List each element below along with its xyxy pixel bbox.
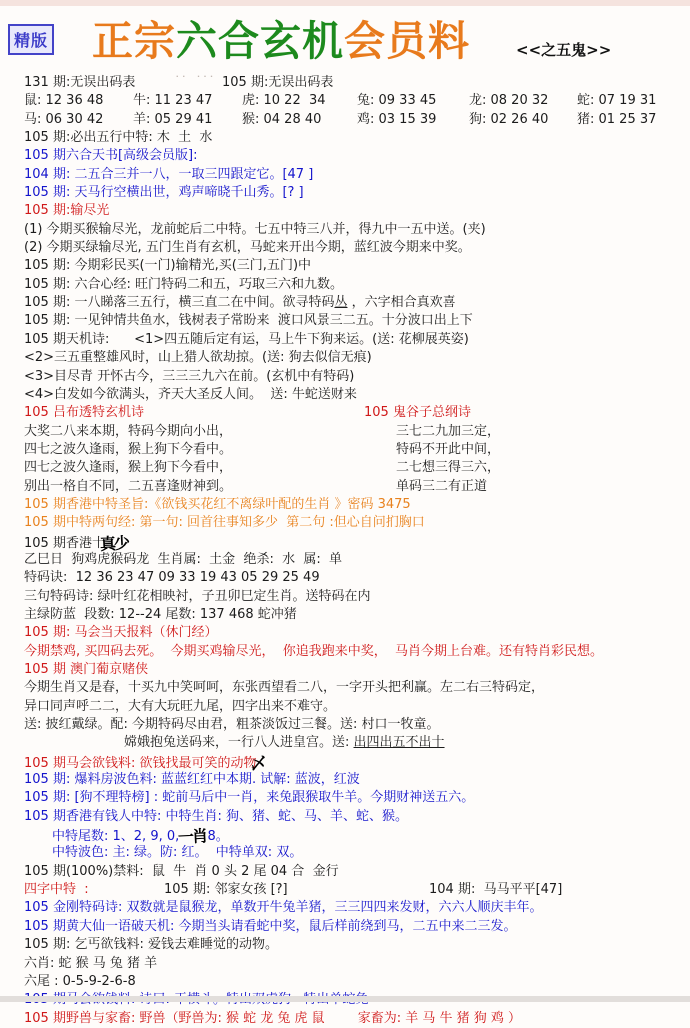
text-line (24, 679, 690, 697)
text-segment: 105 期: 天马行空横出世，鸡声啼晓千山秀。[? ] (24, 185, 304, 201)
text-segment: 105 期黄大仙一语破天机: 今期当头请看蛇中奖，鼠后样前绕到马，二五中来二三发。 (24, 918, 517, 934)
text-segment: 四七之波久逢雨，猴上狗下今看中， (24, 460, 233, 476)
text-line (24, 404, 690, 422)
text-line (24, 551, 690, 569)
text-segment: 鼠: 12 36 48 (24, 93, 104, 109)
text-line (24, 239, 690, 257)
text-segment: 105 期野兽与家畜: 野兽（野兽为: 猴 蛇 龙 兔 虎 鼠 家畜为: 羊 马 牛 猪 狗 鸡 ） (24, 1010, 521, 1026)
text-segment: 猴: 04 28 40 (242, 111, 322, 127)
text-segment: 异口同声呼二二，大有大玩旺九尾，四字出来不难守。 (24, 698, 337, 714)
text-segment: 105 期香港有钱人中特: 中特生肖: 狗、猪、蛇、马、羊、蛇、猴。 (24, 808, 408, 824)
text-segment: 105 期: 今期彩民买(一门)输精光,买(三门,五门)中 (24, 258, 312, 274)
text-line (24, 734, 690, 752)
text-line (24, 532, 690, 554)
text-segment: 别出一格自不同，二五喜逢财神到。 (24, 478, 233, 494)
text-line (24, 368, 690, 386)
text-segment: 105 期 澳门葡京赌侠 (24, 662, 149, 677)
text-line (24, 881, 690, 899)
text-segment: 狗: 02 26 40 (469, 111, 549, 127)
text-segment: <4>白发如今欲满头，齐天大圣反人间。 送: 牛蛇送财来 (24, 386, 357, 402)
text-line (24, 826, 690, 847)
text-line (24, 423, 690, 441)
text-line (24, 753, 690, 774)
text-segment: 105 期: 乞丐欲钱料: 爱钱去难睡觉的动物。 (24, 937, 278, 953)
text-segment: 牛: 11 23 47 (133, 93, 213, 109)
text-line (24, 496, 690, 514)
text-segment: 105 期: 一见钟情共鱼水，钱树表子常盼来 渡口风景三二五。十分波口出上下 (24, 313, 473, 329)
text-segment: 105 期: 邻家女孩 [?] (164, 882, 288, 898)
text-line (24, 184, 690, 202)
text-line (24, 808, 690, 826)
text-segment: 今期禁鸡, 买四码去死。 今期买鸡输尽光， 你追我跑来中奖， 马肖今期上台难。还有特肖彩民想。 (24, 643, 604, 659)
text-segment: 虎: 10 22 34 (242, 93, 326, 109)
text-line (24, 294, 690, 312)
text-segment: 105 期: 六合心经: 旺门特码二和五，巧取三六和九数。 (24, 276, 343, 292)
text-segment: 今期生肖又是春，十买九中笑呵呵，东张西望看二八，一字开头把利赢。左二右三特码定， (24, 680, 545, 696)
title-part-2: 六合玄机 (176, 17, 344, 65)
text-line (24, 349, 690, 367)
text-line (24, 331, 690, 349)
text-line (24, 844, 690, 862)
text-segment: 105 期: [狗不理特榜] : 蛇前马后中一肖，来兔跟猴取牛羊。今期财神送五六。 (24, 790, 475, 806)
text-segment: 丛 (334, 295, 348, 311)
text-segment: 猪: 01 25 37 (577, 111, 657, 127)
text-segment: 嫦娥抱兔送码来，一行八人进皇宫。送: (124, 735, 354, 751)
header (0, 6, 690, 72)
text-line (24, 1010, 690, 1028)
edition-badge: 精版 (8, 24, 54, 55)
text-line (24, 588, 690, 606)
text-line (24, 459, 690, 477)
text-segment: 大奖二八来本期，特码今期向小出， (24, 423, 233, 439)
text-segment: 三七二九加三定， (396, 423, 501, 439)
handwritten-mark: 真少 (99, 532, 129, 554)
issue-subtitle: <<之五鬼>> (516, 41, 612, 59)
text-segment: 中特尾数: 1、2, 9, 0, (52, 829, 184, 845)
text-segment: 特码不开此中间， (396, 441, 501, 457)
text-line (24, 955, 690, 973)
text-line (24, 661, 690, 679)
text-line (24, 92, 690, 110)
text-segment: 羊: 05 29 41 (133, 111, 213, 127)
text-line (24, 74, 690, 92)
text-segment: 105 金刚特码诗: 双数就是鼠猴龙，单数开牛兔羊猪，三三四四来发财，六六人顺庆丰年。 (24, 900, 543, 916)
text-line (24, 698, 690, 716)
text-segment: 105 期(100%)禁料: 鼠 牛 肖 0 头 2 尾 04 合 金行 (24, 863, 339, 879)
text-line (24, 936, 690, 954)
text-segment: 104 期: 二五合三并一八，一取三四跟定它。[47 ] (24, 166, 314, 182)
text-segment: 出四出五不出十 (353, 735, 445, 751)
text-segment: 8。 (203, 829, 229, 845)
text-segment: 乙巳日 狗鸡虎猴码龙 生肖属: 土金 绝杀: 水 属: 单 (24, 551, 342, 567)
text-segment: 105 期: 爆料房波色料: 蓝蓝红红中本期. 试解: 蓝波，红波 (24, 772, 360, 788)
handwritten-mark: 乄 (250, 753, 266, 774)
text-segment: (1) 今期买猴输尽光，龙前蛇后二中特。七五中特三八并，得九中一五中送。(夹) (24, 221, 486, 237)
title-part-3: 会员料 (344, 17, 470, 65)
text-line (24, 918, 690, 936)
text-segment: ˙˙ ˙˙˙ (174, 75, 215, 90)
text-segment: 105 期天机诗: <1>四五随后定有运，马上牛下狗来运。(送: 花柳展英姿) (24, 331, 469, 347)
text-segment: 105 期: 马会当天报料（休门经） (24, 625, 218, 641)
text-line (24, 312, 690, 330)
text-line (24, 624, 690, 642)
text-segment: 105 期中特两句经: 第一句: 回首往事知多少 第二句 :但心自问扪胸口 (24, 515, 425, 531)
text-line (24, 276, 690, 294)
text-line (24, 478, 690, 496)
text-line (24, 716, 690, 734)
text-segment: 六肖: 蛇 猴 马 兔 猪 羊 (24, 955, 158, 971)
text-line (24, 202, 690, 220)
text-segment: 单码三二有正道 (396, 478, 488, 494)
text-line (24, 441, 690, 459)
text-line (24, 606, 690, 624)
text-segment: 105 期:无误出码表 (222, 75, 334, 90)
text-line (24, 257, 690, 275)
text-segment: 104 期: 马马平平[47] (429, 882, 563, 898)
text-line (24, 221, 690, 239)
text-segment: <2>三五重整雄风时，山上猎人欲劫掠。(送: 狗去似信无痕) (24, 350, 372, 366)
bottom-border-strip (0, 996, 690, 1002)
text-line (24, 147, 690, 165)
text-segment: 105 期六合天书[高级会员版]: (24, 148, 198, 164)
text-line (24, 789, 690, 807)
text-segment: 131 期:无误出码表 (24, 75, 136, 90)
page-title (92, 8, 470, 67)
text-segment: 马: 06 30 42 (24, 111, 104, 127)
text-line (24, 166, 690, 184)
text-segment: 龙: 08 20 32 (469, 93, 549, 109)
text-line (24, 771, 690, 789)
text-segment: 105 期香港中特圣旨:《欲钱买花红不离绿叶配的生肖 》密码 3475 (24, 496, 411, 512)
text-segment: 105 期: 一八睇落三五行，横三直二在中间。欲寻特码 (24, 295, 335, 311)
text-line (24, 129, 690, 147)
text-segment: 二七想三得三六， (396, 460, 501, 476)
text-segment: 105 期:必出五行中特: 木 土 水 (24, 130, 213, 146)
text-line (24, 569, 690, 587)
text-segment: 蛇: 07 19 31 (577, 93, 657, 109)
text-line (24, 386, 690, 404)
text-line (24, 899, 690, 917)
text-segment: 105 吕布透特玄机诗 (24, 405, 144, 421)
text-line (24, 111, 690, 129)
title-part-1: 正宗 (92, 17, 176, 65)
text-segment: 四字中特 : (24, 882, 89, 898)
text-line (24, 514, 690, 532)
text-segment: <3>目尽青 开怀古今，三三三九六在前。(玄机中有特码) (24, 368, 355, 384)
text-line (24, 973, 690, 991)
text-segment: 兔: 09 33 45 (357, 93, 437, 109)
text-segment: 三句特码诗: 绿叶红花相映衬，子丑卯巳定生肖。送特码在内 (24, 588, 371, 604)
text-segment: 105 期:输尽光 (24, 203, 110, 219)
text-segment: 送: 披红戴绿。配: 今期特码尽由君，粗茶淡饭过三餐。送: 村口一牧童。 (24, 717, 440, 733)
text-segment: 105 鬼谷子总纲诗 (364, 405, 471, 421)
text-line (24, 863, 690, 881)
content-lines (0, 72, 690, 1028)
text-segment: 105 期马会欲钱料: 欲钱找最可笑的动物 (24, 755, 257, 771)
text-segment: ，六字相合真欢喜 (347, 295, 456, 311)
text-segment: 六尾 : 0-5-9-2-6-8 (24, 973, 136, 989)
text-segment: 主绿防蓝 段数: 12--24 尾数: 137 468 蛇冲猪 (24, 606, 297, 622)
text-segment: 中特波色: 主: 绿。防: 红。 中特单双: 双。 (52, 845, 303, 861)
text-segment: 鸡: 03 15 39 (357, 111, 437, 127)
text-segment: 105 期香港十 (24, 535, 105, 551)
text-line (24, 643, 690, 661)
text-segment: 四七之波久逢雨，猴上狗下今看中。 (24, 441, 233, 457)
text-segment: (2) 今期买绿输尽光, 五门生肖有玄机，马蛇来开出今期，蓝红波今期来中奖。 (24, 240, 471, 256)
text-segment: 特码诀: 12 36 23 47 09 33 19 43 05 29 25 49 (24, 570, 320, 586)
handwritten-mark: 一肖 (177, 826, 207, 847)
